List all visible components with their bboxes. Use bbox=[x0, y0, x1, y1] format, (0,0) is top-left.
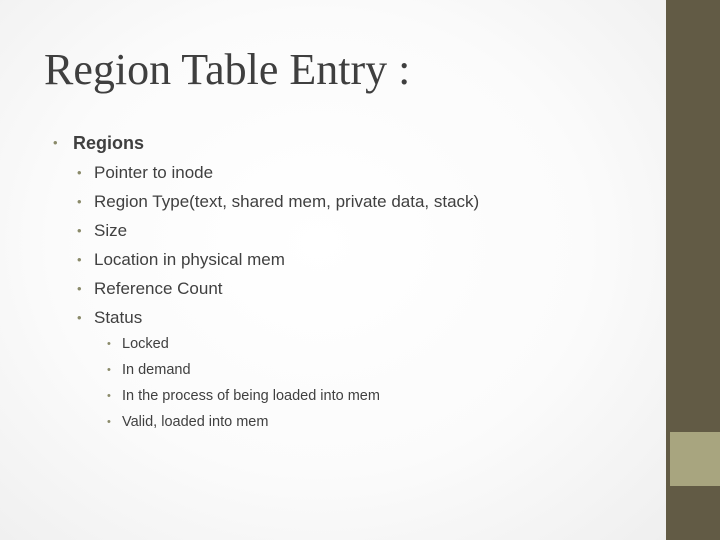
bullet-glyph: • bbox=[77, 223, 82, 238]
bullet-glyph: • bbox=[53, 135, 58, 150]
bullet-text: Locked bbox=[122, 336, 169, 352]
bullet-locked bbox=[107, 336, 169, 352]
slide-title: Region Table Entry : bbox=[44, 45, 411, 94]
bullet-glyph: • bbox=[77, 310, 82, 325]
bullet-valid-loaded bbox=[107, 414, 268, 430]
bullet-text: In demand bbox=[122, 362, 191, 378]
bullet-text: In the process of being loaded into mem bbox=[122, 388, 380, 404]
bullet-location bbox=[77, 250, 285, 270]
bullet-text: Location in physical mem bbox=[94, 250, 285, 269]
bullet-glyph: • bbox=[77, 252, 82, 267]
bullet-glyph: • bbox=[107, 416, 111, 428]
bullet-being-loaded bbox=[107, 388, 380, 404]
bullet-regions bbox=[53, 133, 144, 154]
bullet-text: Valid, loaded into mem bbox=[122, 414, 269, 430]
bullet-glyph: • bbox=[107, 338, 111, 350]
bullet-glyph: • bbox=[107, 364, 111, 376]
bullet-text: Regions bbox=[73, 133, 145, 153]
bullet-reference-count bbox=[77, 279, 223, 299]
bullet-glyph: • bbox=[77, 194, 82, 209]
bullet-glyph: • bbox=[77, 165, 82, 180]
bullet-text: Pointer to inode bbox=[94, 163, 214, 182]
bullet-text: Status bbox=[94, 308, 143, 327]
bullet-region-type bbox=[77, 192, 479, 212]
side-accent-block bbox=[670, 432, 720, 486]
bullet-text: Region Type(text, shared mem, private data, stack) bbox=[94, 192, 480, 211]
bullet-size bbox=[77, 221, 127, 241]
bullet-pointer-to-inode bbox=[77, 163, 213, 183]
bullet-text: Size bbox=[94, 221, 128, 240]
bullet-status bbox=[77, 308, 142, 328]
bullet-glyph: • bbox=[77, 281, 82, 296]
bullet-text: Reference Count bbox=[94, 279, 223, 298]
bullet-in-demand bbox=[107, 362, 191, 378]
bullet-glyph: • bbox=[107, 390, 111, 402]
